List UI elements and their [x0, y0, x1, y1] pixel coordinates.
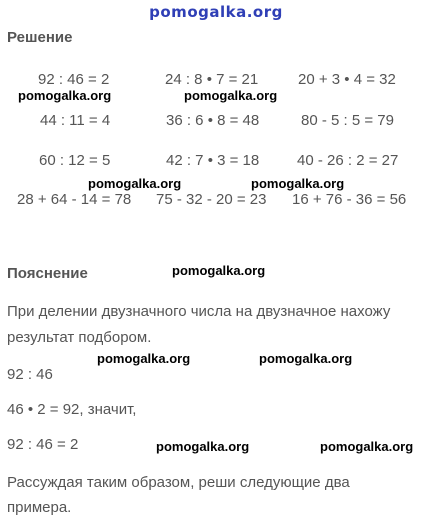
watermark: pomogalka.org: [18, 88, 112, 103]
expression: 20 + 3 • 4 = 32: [298, 71, 396, 88]
explanation-heading: Пояснение: [7, 265, 88, 282]
watermark: pomogalka.org: [251, 176, 345, 191]
expression: 75 - 32 - 20 = 23: [156, 191, 267, 208]
watermark: pomogalka.org: [97, 351, 191, 366]
example-expression: 92 : 46: [7, 366, 53, 383]
expression: 40 - 26 : 2 = 27: [297, 152, 399, 169]
expression: 60 : 12 = 5: [39, 152, 111, 169]
expression: 80 - 5 : 5 = 79: [301, 112, 394, 129]
expression: 44 : 11 = 4: [40, 112, 111, 129]
explanation-text: примера.: [7, 499, 72, 516]
expression: 24 : 8 • 7 = 21: [165, 71, 259, 88]
result-expression: 92 : 46 = 2: [7, 436, 79, 453]
check-expression: 46 • 2 = 92, значит,: [7, 401, 137, 418]
expression: 92 : 46 = 2: [38, 71, 110, 88]
watermark: pomogalka.org: [156, 439, 250, 454]
watermark: pomogalka.org: [88, 176, 182, 191]
watermark: pomogalka.org: [320, 439, 414, 454]
expression: 42 : 7 • 3 = 18: [166, 152, 260, 169]
watermark: pomogalka.org: [184, 88, 278, 103]
watermark: pomogalka.org: [172, 263, 266, 278]
explanation-text: Рассуждая таким образом, реши следующие два: [7, 474, 350, 491]
expression: 16 + 76 - 36 = 56: [292, 191, 407, 208]
expression: 28 + 64 - 14 = 78: [17, 191, 132, 208]
expression: 36 : 6 • 8 = 48: [166, 112, 260, 129]
explanation-text: При делении двузначного числа на двузначное нахожу: [7, 303, 391, 320]
explanation-text: результат подбором.: [7, 329, 152, 346]
solution-heading: Решение: [7, 29, 73, 46]
site-header-logo: pomogalka.org: [149, 3, 283, 21]
watermark: pomogalka.org: [259, 351, 353, 366]
